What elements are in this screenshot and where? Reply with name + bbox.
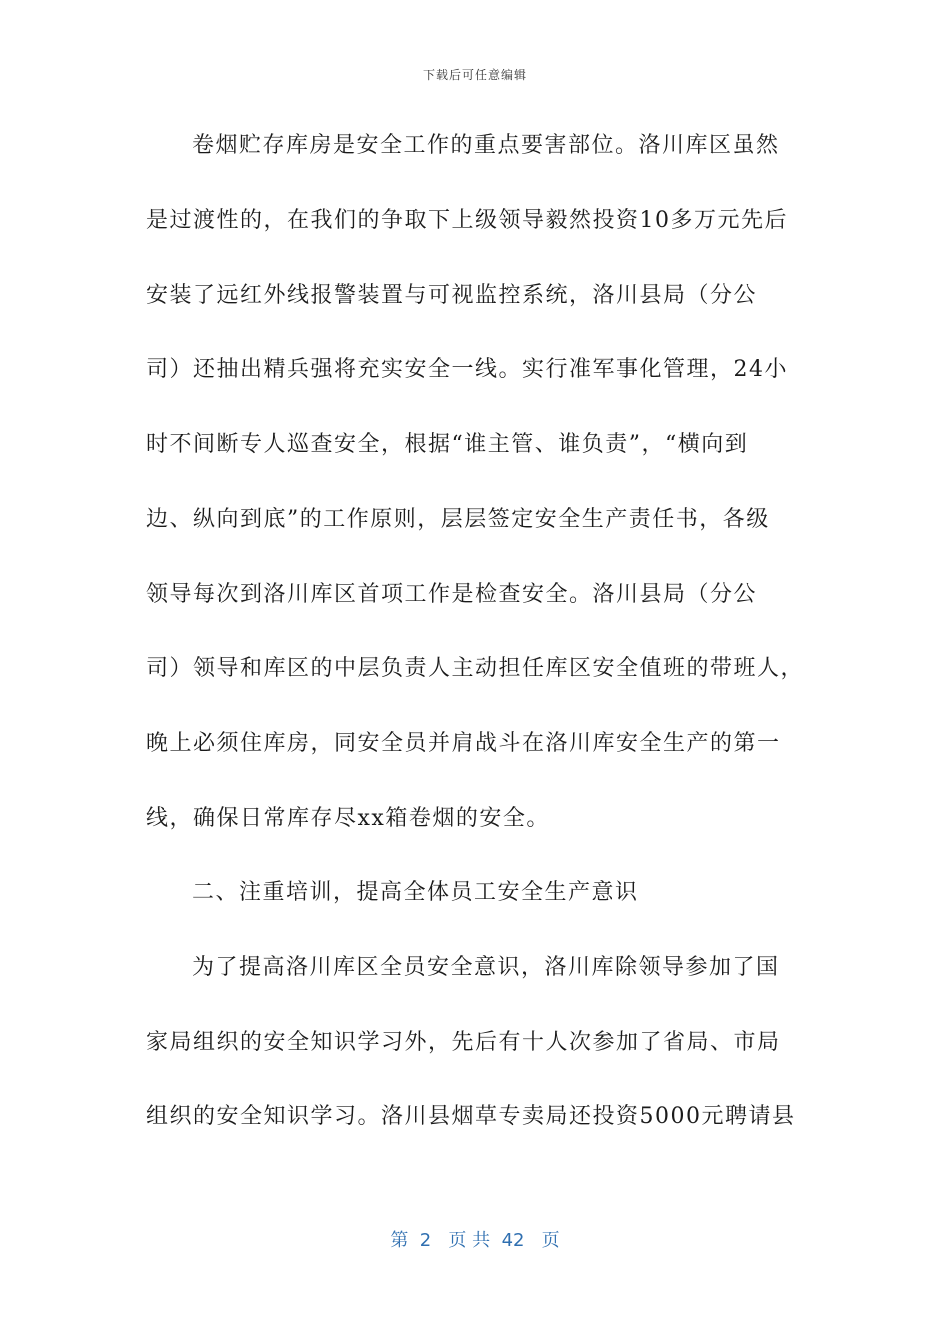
page-number-footer: 第 2 页 共 42 页: [390, 1230, 560, 1251]
header-note: 下载后可任意编辑: [422, 68, 527, 82]
text-line: 家局组织的安全知识学习外，先后有十人次参加了省局、市局: [146, 1030, 781, 1055]
section-heading: 二、注重培训，提高全体员工安全生产意识: [192, 880, 639, 905]
text-line: 安装了远红外线报警装置与可视监控系统，洛川县局（分公: [146, 283, 758, 308]
text-line: 司）领导和库区的中层负责人主动担任库区安全值班的带班人，: [146, 656, 805, 681]
text-line: 组织的安全知识学习。洛川县烟草专卖局还投资5000元聘请县: [146, 1104, 796, 1129]
text-line: 是过渡性的，在我们的争取下上级领导毅然投资10多万元先后: [146, 208, 788, 233]
text-line: 线，确保日常库存尽xx箱卷烟的安全。: [146, 806, 550, 831]
text-line: 时不间断专人巡查安全，根据“谁主管、谁负责”，“横向到: [146, 432, 749, 457]
text-line: 司）还抽出精兵强将充实安全一线。实行准军事化管理，24小: [146, 357, 788, 382]
text-line: 领导每次到洛川库区首项工作是检查安全。洛川县局（分公: [146, 582, 758, 607]
text-line: 晚上必须住库房，同安全员并肩战斗在洛川库安全生产的第一: [146, 731, 781, 756]
text-line: 卷烟贮存库房是安全工作的重点要害部位。洛川库区虽然: [192, 133, 780, 158]
text-line: 为了提高洛川库区全员安全意识，洛川库除领导参加了国: [192, 955, 780, 980]
text-line: 边、纵向到底”的工作原则，层层签定安全生产责任书，各级: [146, 507, 770, 532]
